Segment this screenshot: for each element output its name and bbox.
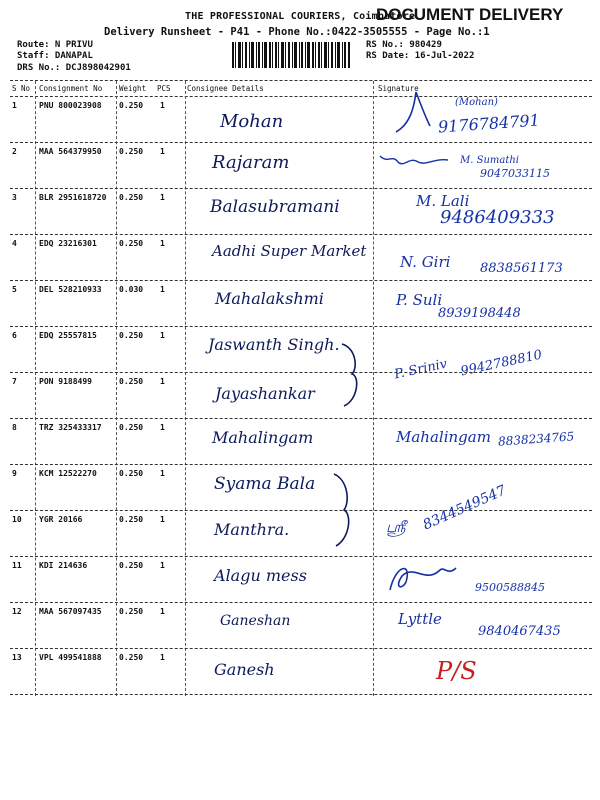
row-sno: 7 [12, 377, 17, 386]
row-divider [10, 510, 592, 511]
consignee-name: Ganesh [214, 660, 275, 679]
signature-text: (Mohan) [455, 97, 498, 108]
row-sno: 13 [12, 653, 22, 662]
signature-phone: 8838234765 [497, 429, 575, 449]
row-pcs: 1 [160, 653, 165, 662]
row-weight: 0.250 [119, 423, 144, 432]
row-pcs: 1 [160, 561, 165, 570]
row-weight: 0.250 [119, 193, 144, 202]
staff-label: Staff: DANAPAL [17, 51, 93, 61]
row-divider [10, 142, 592, 143]
route-label: Route: N PRIVU [17, 40, 93, 50]
signature-phone: 8838561173 [480, 261, 563, 276]
row-weight: 0.030 [119, 285, 144, 294]
row-pcs: 1 [160, 377, 165, 386]
signature-phone: 9840467435 [478, 624, 561, 639]
consignee-name: Ganeshan [220, 613, 291, 629]
row-sno: 4 [12, 239, 17, 248]
row-pcs: 1 [160, 469, 165, 478]
consignee-name: Jaswanth Singh. [208, 335, 340, 354]
row-weight: 0.250 [119, 469, 144, 478]
row-divider [10, 648, 592, 649]
row-divider [10, 418, 592, 419]
consignee-name: Alagu mess [214, 566, 307, 585]
rs-number: RS No.: 980429 [366, 40, 442, 50]
row-weight: 0.250 [119, 331, 144, 340]
consignee-name: Mahalingam [212, 428, 314, 447]
row-sno: 6 [12, 331, 17, 340]
row-pcs: 1 [160, 331, 165, 340]
row-consignment: PNU 800023908 [39, 101, 102, 110]
signature-text: P. Sriniv [393, 356, 449, 383]
row-sno: 8 [12, 423, 17, 432]
row-pcs: 1 [160, 607, 165, 616]
row-consignment: KCM 12522270 [39, 469, 97, 478]
consignee-name: Mahalakshmi [215, 289, 324, 308]
row-weight: 0.250 [119, 653, 144, 662]
consignee-name: Mohan [220, 111, 284, 132]
consignee-name: Rajaram [212, 152, 290, 173]
signature-text: P. Suli [396, 291, 443, 309]
col-weight: Weight [119, 84, 147, 93]
row-consignment: PON 9188499 [39, 377, 92, 386]
row-divider [10, 602, 592, 603]
col-consignee: Consignee Details [187, 84, 264, 93]
row-consignment: KDI 214636 [39, 561, 88, 570]
row-consignment: EDQ 25557815 [39, 331, 97, 340]
drs-number: DRS No.: DCJ898042901 [17, 63, 131, 73]
signature-text: Lyttle [398, 610, 442, 628]
row-consignment: MAA 564379950 [39, 147, 102, 156]
row-pcs: 1 [160, 515, 165, 524]
ps-mark: P/S [436, 657, 477, 685]
row-weight: 0.250 [119, 607, 144, 616]
row-consignment: MAA 567097435 [39, 607, 102, 616]
col-divider [35, 81, 36, 696]
document-title: DOCUMENT DELIVERY [376, 5, 564, 24]
row-divider [10, 372, 592, 373]
signature-phone: 8344549547 [420, 482, 509, 534]
row-sno: 12 [12, 607, 22, 616]
barcode-icon [232, 42, 350, 68]
col-divider [373, 81, 374, 696]
grouping-bracket-icon [338, 340, 368, 410]
row-divider [10, 188, 592, 189]
signature-scribble-icon [382, 560, 462, 596]
row-divider [10, 234, 592, 235]
row-pcs: 1 [160, 193, 165, 202]
grouping-bracket-icon [330, 470, 360, 550]
table-top-rule [10, 80, 592, 81]
row-divider [10, 326, 592, 327]
row-sno: 3 [12, 193, 17, 202]
rs-date: RS Date: 16-Jul-2022 [366, 51, 475, 61]
signature-text: M. Lali [416, 192, 470, 210]
signature-scribble-icon [392, 88, 442, 138]
signature-phone: 8939198448 [438, 306, 521, 321]
consignee-name: Manthra. [214, 520, 290, 539]
row-sno: 11 [12, 561, 22, 570]
table-header-rule [10, 96, 592, 97]
row-pcs: 1 [160, 101, 165, 110]
signature-scribble-icon [378, 150, 458, 172]
signature-phone: 9486409333 [440, 207, 555, 228]
row-weight: 0.250 [119, 515, 144, 524]
signature-phone: 9942788810 [459, 347, 544, 380]
row-sno: 10 [12, 515, 22, 524]
signature-text: Mahalingam [396, 428, 491, 446]
row-consignment: EDQ 23216301 [39, 239, 97, 248]
row-consignment: VPL 499541888 [39, 653, 102, 662]
row-consignment: YGR 20166 [39, 515, 83, 524]
row-weight: 0.250 [119, 377, 144, 386]
row-weight: 0.250 [119, 239, 144, 248]
col-sno: S No [12, 84, 31, 93]
row-consignment: TRZ 325433317 [39, 423, 102, 432]
row-consignment: DEL 528210933 [39, 285, 102, 294]
signature-phone: 9176784791 [437, 110, 541, 137]
row-pcs: 1 [160, 147, 165, 156]
row-consignment: BLR 2951618720 [39, 193, 107, 202]
row-divider [10, 556, 592, 557]
runsheet-title: Delivery Runsheet - P41 - Phone No.:0422-3505555 - Page No.:1 [104, 26, 490, 38]
row-weight: 0.250 [119, 101, 144, 110]
consignee-name: Aadhi Super Market [212, 242, 367, 260]
row-sno: 2 [12, 147, 17, 156]
consignee-name: Balasubramani [210, 197, 340, 217]
signature-text: N. Giri [400, 253, 451, 271]
row-pcs: 1 [160, 239, 165, 248]
col-divider [185, 81, 186, 696]
col-consignment: Consignment No [39, 84, 103, 93]
consignee-name: Syama Bala [214, 474, 316, 494]
row-weight: 0.250 [119, 147, 144, 156]
row-divider [10, 280, 592, 281]
table-bottom-rule [10, 694, 592, 695]
row-pcs: 1 [160, 423, 165, 432]
signature-phone: 9047033115 [480, 167, 550, 180]
row-sno: 5 [12, 285, 17, 294]
consignee-name: Jayashankar [215, 384, 315, 403]
row-sno: 9 [12, 469, 17, 478]
signature-phone: 9500588845 [475, 581, 545, 594]
signature-text: ஸ்ரீ [386, 518, 406, 536]
row-sno: 1 [12, 101, 17, 110]
col-divider [116, 81, 117, 696]
col-pcs: PCS [157, 84, 171, 93]
col-signature: Signature [378, 84, 419, 93]
signature-text: M. Sumathi [460, 155, 519, 166]
row-weight: 0.250 [119, 561, 144, 570]
row-divider [10, 464, 592, 465]
row-pcs: 1 [160, 285, 165, 294]
company-name: THE PROFESSIONAL COURIERS, Coimbatore [185, 11, 416, 22]
